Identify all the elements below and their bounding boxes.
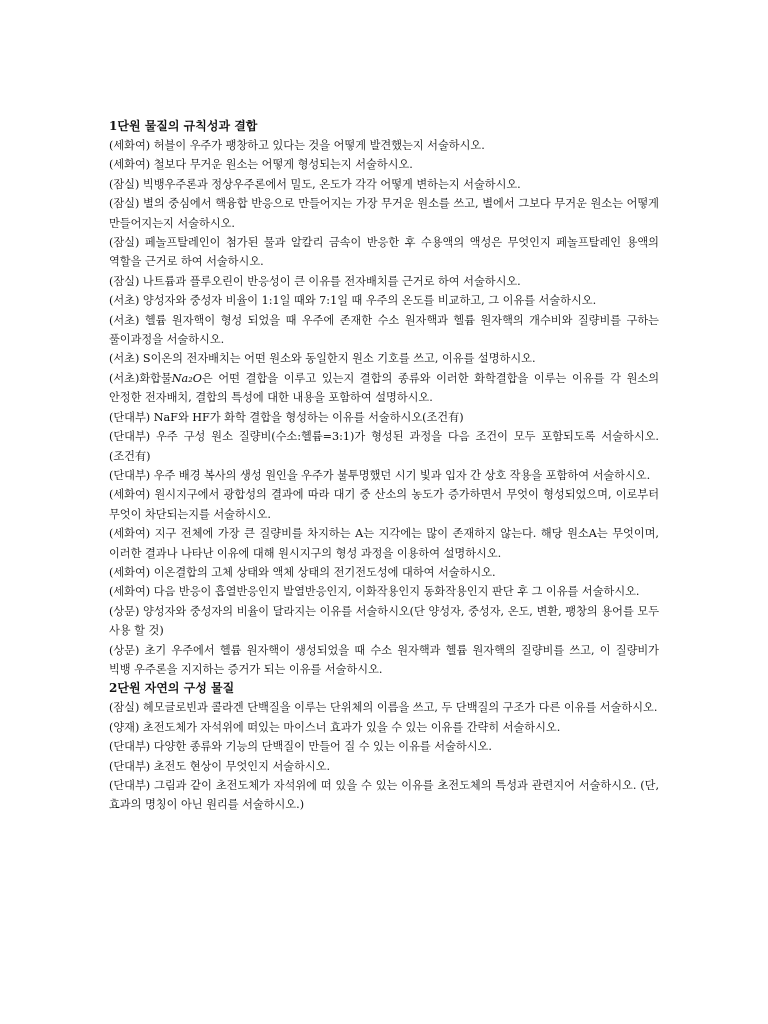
question-source: (잠실): [109, 177, 140, 191]
question-text: S이온의 전자배치는 어떤 원소와 동일한지 원소 기호를 쓰고, 이유를 설명하시오.: [142, 352, 536, 366]
question-item: [109, 369, 659, 408]
question-text: 원시지구에서 광합성의 결과에 따라 대기 중 산소의 농도가 증가하면서 무엇이 형성되었으며, 이로부터 무엇이 차단되는지를 서술하시오.: [109, 488, 660, 521]
question-source: (단대부): [109, 759, 151, 773]
question-source: (잠실): [109, 701, 140, 715]
question-source: (단대부): [109, 779, 151, 792]
question-source: (서초): [109, 352, 140, 366]
question-source: (잠실): [109, 236, 140, 250]
question-source: (세화여): [109, 527, 151, 541]
question-item: [109, 136, 659, 155]
question-item: [109, 582, 659, 601]
question-item: [109, 485, 659, 524]
question-source: (단대부): [109, 468, 151, 482]
question-text: 페놀프탈레인이 첨가된 물과 알칼리 금속이 반응한 후 수용액의 액성은 무엇인지 페놀프탈레인 용액의 역할을 근거로 하여 서술하시오.: [109, 236, 659, 269]
question-text: 빅뱅우주론과 정상우주론에서 밀도, 온도가 각각 어떻게 변하는지 서술하시오.: [142, 177, 521, 191]
question-text: 그림과 같이 초전도체가 자석위에 떠 있을 수 있는 이유를 초전도체의 특성과 관련지어 서술하시오. (단, 효과의 명칭이 아닌 원리를 서술하시오.): [109, 779, 659, 812]
question-source: (단대부): [109, 410, 151, 424]
question-source: (양재): [109, 720, 140, 734]
document-page: [109, 117, 659, 815]
question-text: 초전도 현상이 무엇인지 서술하시오.: [153, 759, 331, 773]
question-item: [109, 175, 659, 194]
question-item: [109, 272, 659, 291]
question-text: 초전도체가 자석위에 떠있는 마이스너 효과가 있을 수 있는 이유를 간략히 서술하시오.: [142, 720, 561, 734]
question-source: (상문): [109, 643, 140, 657]
section-title-1: 1단원 물질의 규칙성과 결합: [109, 119, 258, 133]
question-text: 우주 구성 원소 질량비(수소:헬륨=3:1)가 형성된 과정을 다음 조건이 모두 포함되도록 서술하시오. (조건有): [109, 430, 659, 463]
question-source: (세화여): [109, 585, 151, 599]
question-item: [109, 408, 659, 427]
question-text: 다양한 종류와 기능의 단백질이 만들어 질 수 있는 이유를 서술하시오.: [153, 740, 492, 754]
question-item: [109, 524, 659, 563]
question-item: [109, 698, 659, 717]
question-source: (잠실): [109, 274, 140, 288]
question-item: [109, 641, 659, 680]
question-text: 철보다 무거운 원소는 어떻게 형성되는지 서술하시오.: [153, 158, 413, 172]
question-text: 나트륨과 플루오린이 반응성이 큰 이유를 전자배치를 근거로 하여 서술하시오.: [142, 274, 521, 288]
question-source: (단대부): [109, 740, 151, 754]
question-source: (세화여): [109, 139, 151, 152]
question-source: (서초): [109, 371, 140, 385]
question-text: 초기 우주에서 헬륨 원자핵이 생성되었을 때 수소 원자핵과 헬륨 원자핵의 질량비를 쓰고, 이 질량비가 빅뱅 우주론을 지지하는 증거가 되는 이유를 서술하시오.: [109, 643, 659, 676]
question-text: 양성자와 중성자 비율이 1:1일 때와 7:1일 때 우주의 온도를 비교하고, 그 이유를 서술하시오.: [142, 294, 597, 308]
question-item: [109, 194, 659, 233]
question-item: [109, 757, 659, 776]
question-item: [109, 776, 659, 815]
question-text: 은 어떤 결합을 이루고 있는지 결합의 종류와 이러한 화학결합을 이루는 이유를 각 원소의 안정한 전자배치, 결합의 특성에 대한 내용을 포함하여 설명하시오.: [109, 371, 659, 405]
question-item: [109, 466, 659, 485]
question-source: (세화여): [109, 565, 151, 579]
question-text: 허블이 우주가 팽창하고 있다는 것을 어떻게 발견했는지 서술하시오.: [153, 139, 485, 152]
question-text: 헬륨 원자핵이 형성 되었을 때 우주에 존재한 수소 원자핵과 헬륨 원자핵의 개수비와 질량비를 구하는 풀이과정을 서술하시오.: [109, 313, 659, 347]
question-item: [109, 718, 659, 737]
question-item: [109, 427, 659, 466]
question-item: [109, 737, 659, 756]
question-source: (서초): [109, 313, 140, 327]
chemical-formula: Na₂O: [171, 371, 202, 385]
question-text: 우주 배경 복사의 생성 원인을 우주가 불투명했던 시기 빛과 입자 간 상호 작용을 포함하여 서술하시오.: [153, 468, 651, 482]
question-item: [109, 563, 659, 582]
question-text-before: 화합물: [139, 371, 172, 385]
question-source: (상문): [109, 604, 140, 618]
question-source: (세화여): [109, 488, 151, 502]
question-text: 양성자와 중성자의 비율이 달라지는 이유를 서술하시오(단 양성자, 중성자, 온도, 변환, 팽창의 용어를 모두 사용 할 것): [109, 604, 660, 638]
question-item: [109, 233, 659, 272]
question-source: (세화여): [109, 158, 151, 172]
question-source: (서초): [109, 294, 140, 308]
question-item: [109, 602, 659, 641]
question-source: (잠실): [109, 197, 140, 211]
question-text: 헤모글로빈과 콜라겐 단백질을 이루는 단위체의 이름을 쓰고, 두 단백질의 구조가 다른 이유를 서술하시오.: [142, 701, 658, 715]
question-text: 별의 중심에서 핵융합 반응으로 만들어지는 가장 무거운 원소를 쓰고, 별에서 그보다 무거운 원소는 어떻게 만들어지는지 서술하시오.: [109, 197, 659, 230]
question-text: 다음 반응이 흡열반응인지 발열반응인지, 이화작용인지 동화작용인지 판단 후 그 이유를 서술하시오.: [153, 585, 640, 599]
question-text: NaF와 HF가 화학 결합을 형성하는 이유를 서술하시오(조건有): [153, 410, 464, 424]
question-item: [109, 155, 659, 174]
question-source: (단대부): [109, 430, 151, 444]
question-item: [109, 311, 659, 350]
question-item: [109, 349, 659, 368]
question-text: 지구 전체에 가장 큰 질량비를 차지하는 A는 지각에는 많이 존재하지 않는다. 해당 원소A는 무엇이며, 이러한 결과나 나타난 이유에 대해 원시지구의 형성 과정을 이용하여 설명하시오.: [109, 527, 659, 560]
section-title-2: 2단원 자연의 구성 물질: [109, 681, 235, 696]
question-text: 이온결합의 고체 상태와 액체 상태의 전기전도성에 대하여 서술하시오.: [153, 565, 496, 579]
question-item: [109, 291, 659, 310]
